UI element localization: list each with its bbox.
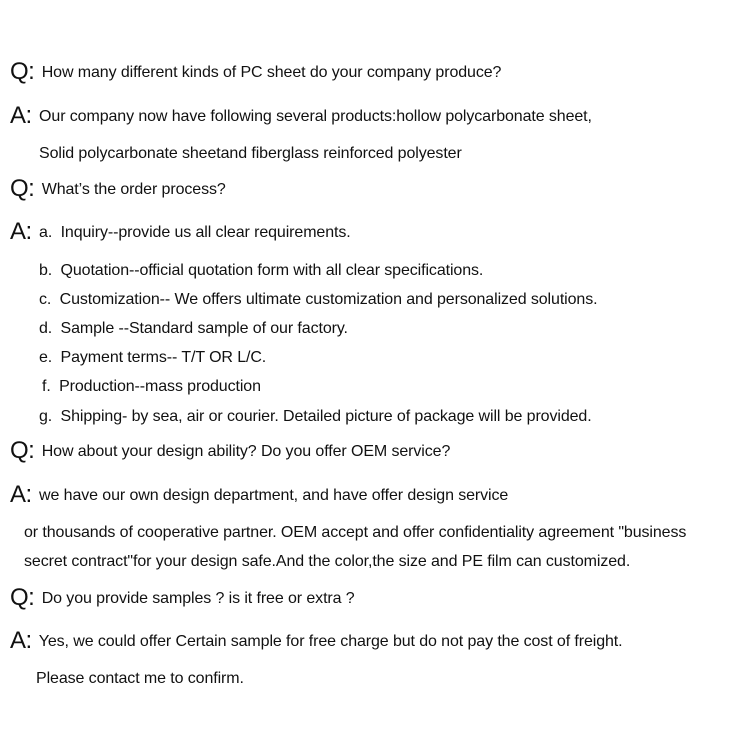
step-letter: g. xyxy=(39,408,53,425)
question-marker: Q: xyxy=(10,58,35,85)
step-text: Production--mass production xyxy=(59,378,261,395)
faq-answer-1-line-2 xyxy=(39,144,462,164)
answer-text: Solid polycarbonate sheetand fiberglass reinforced polyester xyxy=(39,145,462,162)
step-text: Payment terms-- T/T OR L/C. xyxy=(60,349,267,366)
question-marker: Q: xyxy=(10,437,35,464)
order-step-a xyxy=(10,218,351,245)
answer-marker: A: xyxy=(10,218,32,245)
step-letter: a. xyxy=(39,224,53,241)
faq-question-2 xyxy=(10,175,226,202)
faq-answer-3-line-3 xyxy=(24,552,630,572)
question-marker: Q: xyxy=(10,175,35,202)
answer-text: we have our own design department, and have offer design service xyxy=(39,487,509,504)
faq-answer-4-line-2 xyxy=(36,669,244,689)
step-text: Inquiry--provide us all clear requirements. xyxy=(60,224,351,241)
faq-question-4 xyxy=(10,584,355,611)
order-step-e xyxy=(39,348,266,368)
answer-text: Our company now have following several products:hollow polycarbonate sheet, xyxy=(39,108,592,125)
step-letter: c. xyxy=(39,291,52,308)
step-text: Shipping- by sea, air or courier. Detailed picture of package will be provided. xyxy=(60,408,592,425)
question-text: What’s the order process? xyxy=(41,181,226,198)
question-text: How about your design ability? Do you offer OEM service? xyxy=(41,443,451,460)
faq-answer-3-line-1 xyxy=(10,481,509,508)
step-text: Customization-- We offers ultimate customization and personalized solutions. xyxy=(59,291,598,308)
step-letter: e. xyxy=(39,349,53,366)
faq-question-3 xyxy=(10,437,451,464)
order-step-d xyxy=(39,319,348,339)
step-text: Sample --Standard sample of our factory. xyxy=(60,320,348,337)
faq-answer-1-line-1 xyxy=(10,102,592,129)
order-step-f xyxy=(42,377,261,397)
step-text: Quotation--official quotation form with all clear specifications. xyxy=(60,262,484,279)
order-step-b xyxy=(39,261,483,281)
answer-marker: A: xyxy=(10,627,32,654)
step-letter: b. xyxy=(39,262,53,279)
answer-text: or thousands of cooperative partner. OEM accept and offer confidentiality agreement "business xyxy=(24,524,687,541)
faq-answer-4-line-1 xyxy=(10,627,623,654)
answer-marker: A: xyxy=(10,481,32,508)
order-step-c xyxy=(39,290,597,310)
question-text: Do you provide samples ? is it free or extra ? xyxy=(41,590,355,607)
answer-text: Yes, we could offer Certain sample for free charge but do not pay the cost of freight. xyxy=(38,633,623,650)
step-letter: f. xyxy=(42,378,51,395)
step-letter: d. xyxy=(39,320,53,337)
faq-answer-3-line-2 xyxy=(24,523,686,543)
answer-text: Please contact me to confirm. xyxy=(36,670,244,687)
answer-text: secret contract"for your design safe.And the color,the size and PE film can customized. xyxy=(24,553,631,570)
order-step-g xyxy=(39,407,592,427)
answer-marker: A: xyxy=(10,102,32,129)
question-marker: Q: xyxy=(10,584,35,611)
question-text: How many different kinds of PC sheet do your company produce? xyxy=(41,64,502,81)
faq-question-1 xyxy=(10,58,502,85)
